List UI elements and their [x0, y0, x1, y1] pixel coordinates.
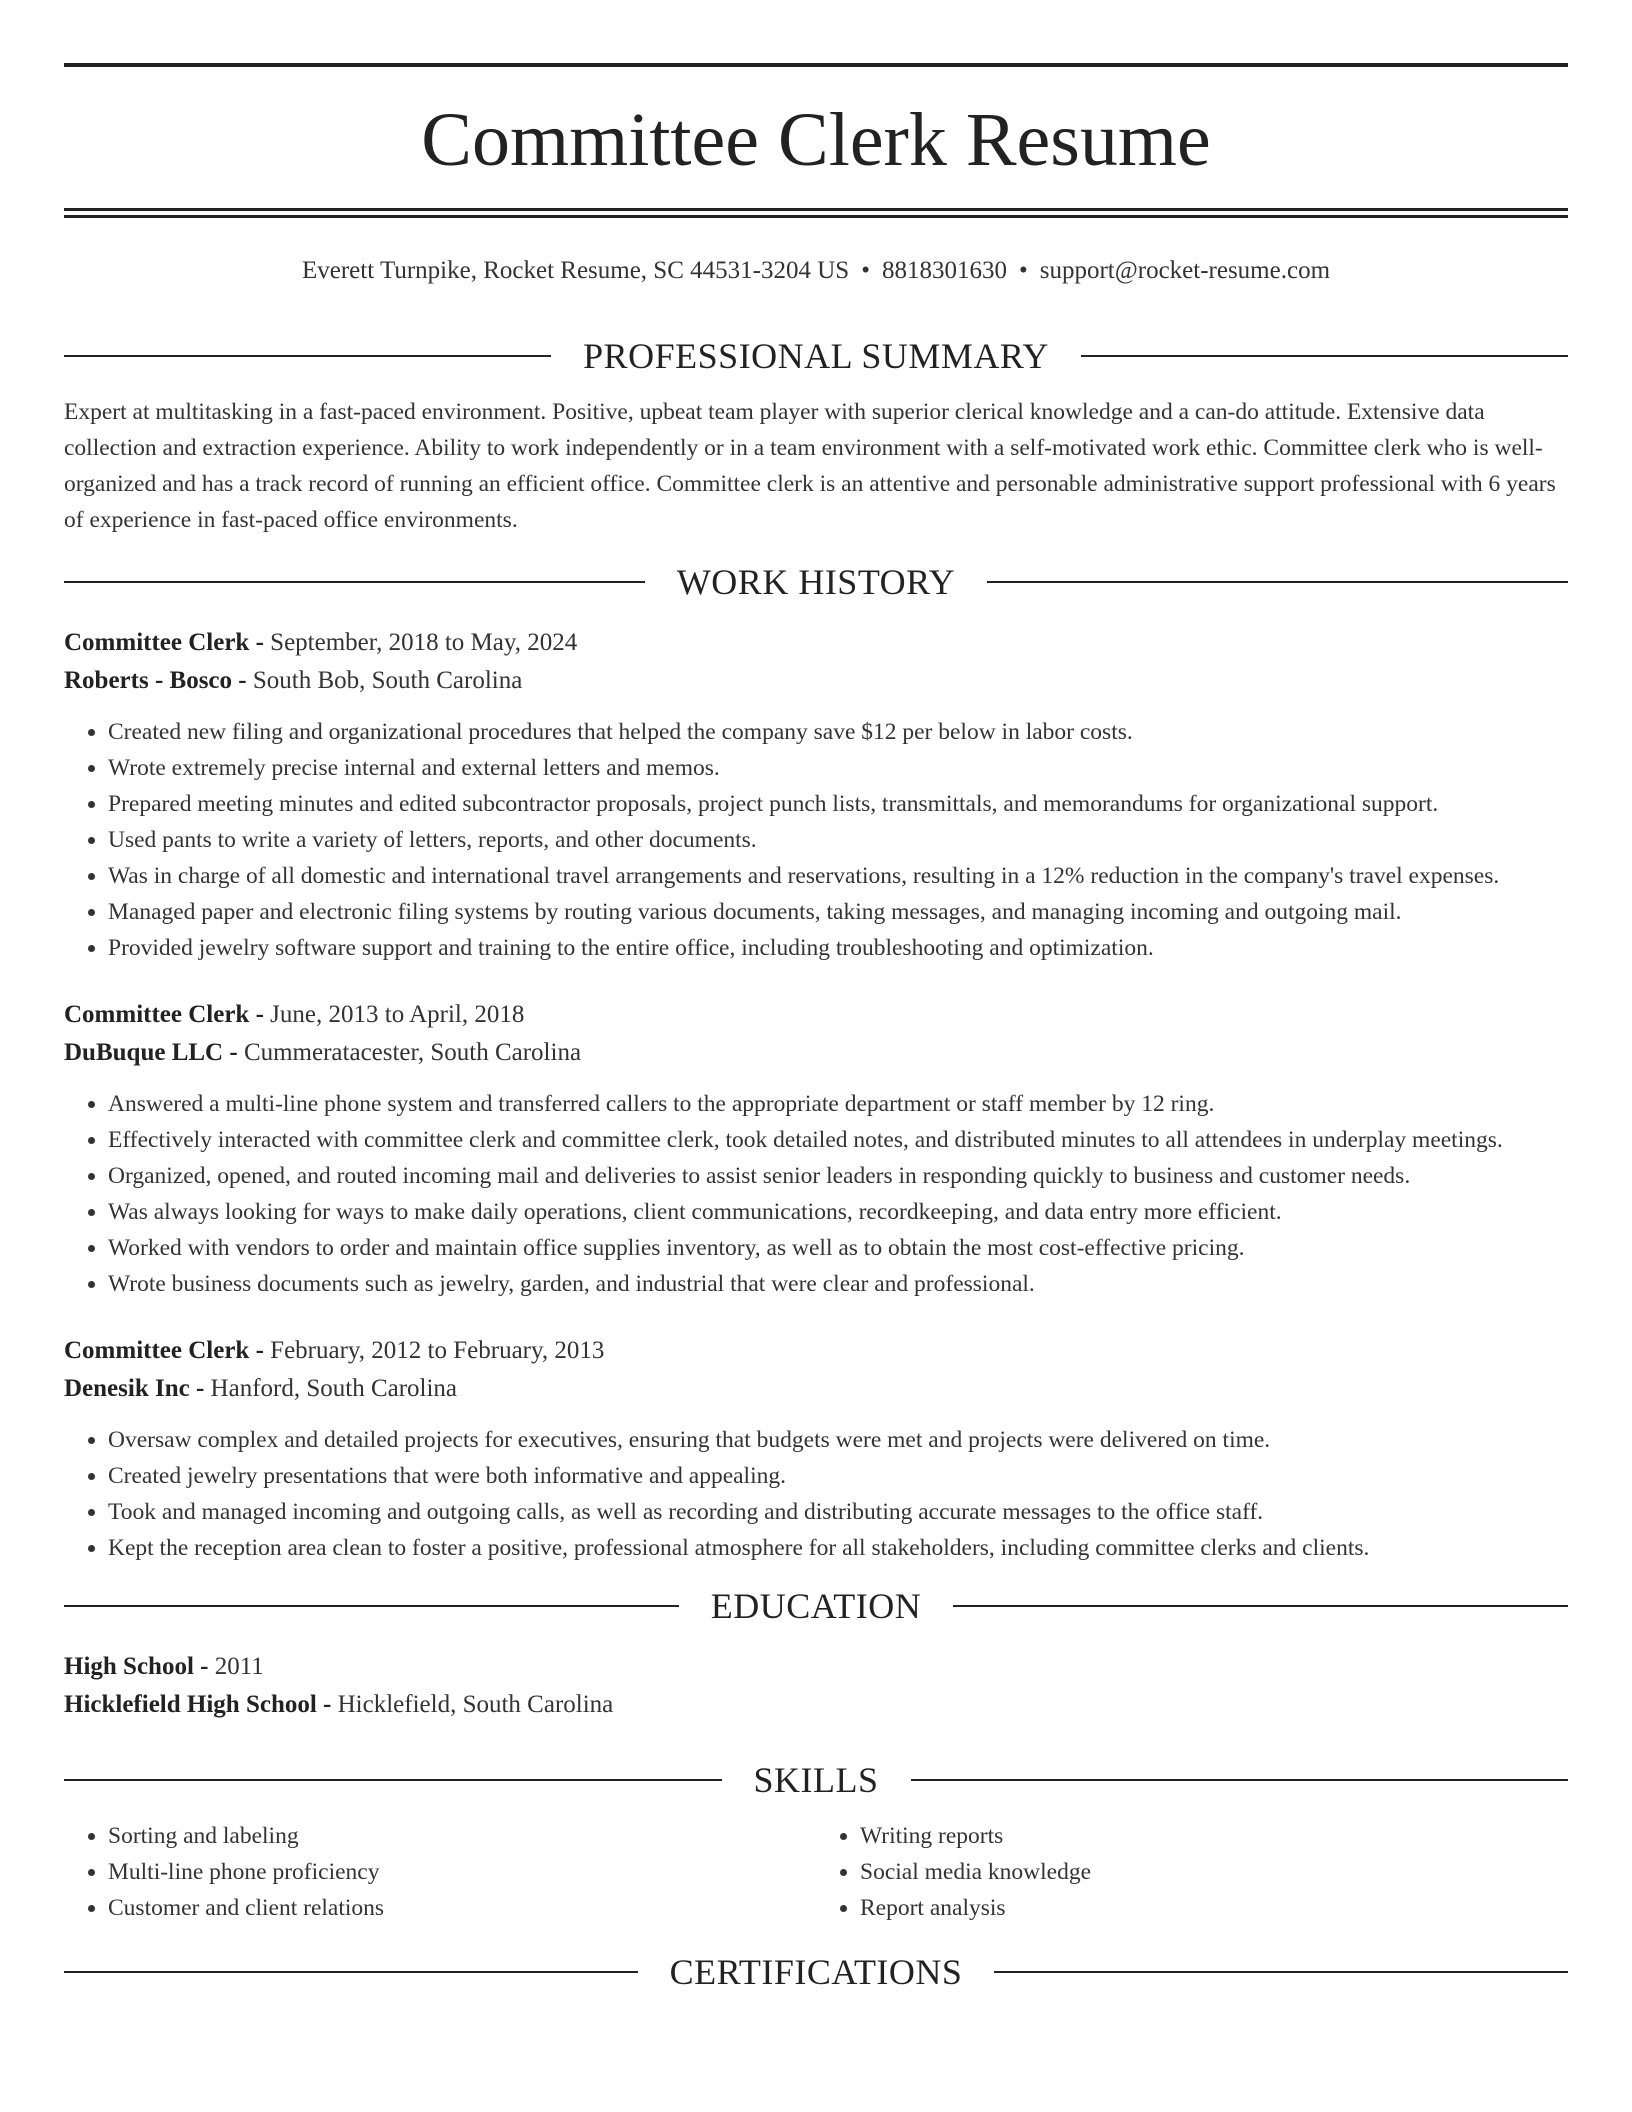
- heading-rule: [994, 1971, 1568, 1973]
- dash: -: [255, 629, 264, 656]
- list-item: • Customer and client relations: [108, 1890, 816, 1926]
- job-title-line: [64, 996, 1568, 1034]
- list-item: • Used pants to write a variety of letters, reports, and other documents.: [108, 822, 1568, 858]
- section-title: EDUCATION: [710, 1586, 922, 1626]
- job-company-line: [64, 662, 1568, 700]
- job-title-line: [64, 624, 1568, 662]
- job-title: Committee Clerk: [64, 629, 250, 656]
- list-item: • Report analysis: [860, 1890, 1568, 1926]
- list-item: • Multi-line phone proficiency: [108, 1854, 816, 1890]
- job-company: DuBuque LLC: [64, 1039, 224, 1066]
- list-item: • Worked with vendors to order and maintain office supplies inventory, as well as to obtain the most cost-effective pricing.: [108, 1230, 1568, 1266]
- job-location: Cummeratacester, South Carolina: [243, 1039, 582, 1066]
- section-heading-skills: [64, 1754, 1568, 1806]
- job-entry: [64, 996, 1568, 1302]
- job-company-line: [64, 1034, 1568, 1072]
- education-school-line: [64, 1686, 1568, 1724]
- dash: -: [323, 1691, 332, 1718]
- job-dates: February, 2012 to February, 2013: [270, 1337, 605, 1364]
- dash: -: [255, 1001, 264, 1028]
- list-item: • Wrote business documents such as jewelry, garden, and industrial that were clear and professional.: [108, 1266, 1568, 1302]
- list-item: • Organized, opened, and routed incoming mail and deliveries to assist senior leaders in responding quickly to business and customer needs.: [108, 1158, 1568, 1194]
- job-bullets: [64, 1422, 1568, 1566]
- contact-phone: 8818301630: [881, 257, 1007, 284]
- section-heading-work-history: [64, 556, 1568, 608]
- section-title: PROFESSIONAL SUMMARY: [583, 336, 1049, 376]
- dash: -: [238, 667, 247, 694]
- job-title-line: [64, 1332, 1568, 1370]
- list-item: • Prepared meeting minutes and edited subcontractor proposals, project punch lists, transmittals, and memorandums for organizational support.: [108, 786, 1568, 822]
- contact-address: Everett Turnpike, Rocket Resume, SC 44531-3204 US: [301, 257, 850, 284]
- job-location: South Bob, South Carolina: [252, 667, 523, 694]
- dash: -: [255, 1337, 264, 1364]
- heading-rule: [987, 581, 1568, 583]
- job-company: Roberts - Bosco: [64, 667, 233, 694]
- job-title: Committee Clerk: [64, 1001, 250, 1028]
- contact-separator: •: [861, 257, 870, 284]
- education-entry: [64, 1648, 1568, 1724]
- heading-rule: [911, 1779, 1569, 1781]
- contact-separator: •: [1018, 257, 1028, 284]
- skills-list-right: [816, 1818, 1568, 1926]
- education-degree-line: [64, 1648, 1568, 1686]
- list-item: • Oversaw complex and detailed projects for executives, ensuring that budgets were met and projects were delivered on time.: [108, 1422, 1568, 1458]
- heading-rule: [64, 1605, 679, 1607]
- list-item: • Created new filing and organizational procedures that helped the company save $12 per below in labor costs.: [108, 714, 1568, 750]
- education-degree: High School: [64, 1653, 194, 1680]
- list-item: • Managed paper and electronic filing systems by routing various documents, taking messages, and managing incoming and outgoing mail.: [108, 894, 1568, 930]
- job-company-line: [64, 1370, 1568, 1408]
- job-title: Committee Clerk: [64, 1337, 250, 1364]
- job-company: Denesik Inc: [64, 1375, 190, 1402]
- dash: -: [200, 1653, 209, 1680]
- education-school: Hicklefield High School: [64, 1691, 317, 1718]
- education-location: Hicklefield, South Carolina: [337, 1691, 614, 1718]
- section-title: WORK HISTORY: [676, 562, 956, 602]
- summary-text: Expert at multitasking in a fast-paced environment. Positive, upbeat team player with superior clerical knowledge and a can-do attitude. Extensive data collection and extraction experience. Ability to work independently or in a team environment with a self-motivated work ethic. Committee clerk who is well-organized and has a track record of running an efficient office. Committee clerk is an attentive and personable administrative support professional with 6 years of experience in fast-paced office environments.: [64, 399, 1556, 533]
- education-year: 2011: [214, 1653, 264, 1680]
- list-item: • Was always looking for ways to make daily operations, client communications, recordkeeping, and data entry more efficient.: [108, 1194, 1568, 1230]
- list-item: • Kept the reception area clean to foster a positive, professional atmosphere for all stakeholders, including committee clerks and clients.: [108, 1530, 1568, 1566]
- heading-rule: [64, 581, 645, 583]
- dash: -: [195, 1375, 205, 1402]
- heading-rule: [64, 1971, 638, 1973]
- resume-content: [64, 330, 1568, 1998]
- job-dates: September, 2018 to May, 2024: [270, 629, 578, 656]
- job-bullets: [64, 1086, 1568, 1302]
- section-heading-summary: [64, 330, 1568, 382]
- page-title: Committee Clerk Resume: [421, 98, 1211, 182]
- heading-rule: [64, 1779, 722, 1781]
- job-entry: [64, 1332, 1568, 1566]
- job-entry: [64, 624, 1568, 966]
- section-heading-certifications: [64, 1946, 1568, 1998]
- list-item: • Provided jewelry software support and training to the entire office, including troubleshooting and optimization.: [108, 930, 1568, 966]
- list-item: • Effectively interacted with committee clerk and committee clerk, took detailed notes, and distributed minutes to all attendees in underplay meetings.: [108, 1122, 1568, 1158]
- section-title: CERTIFICATIONS: [669, 1952, 963, 1992]
- list-item: • Sorting and labeling: [108, 1818, 816, 1854]
- heading-rule: [1081, 355, 1568, 357]
- skills-columns: [64, 1818, 1568, 1926]
- section-title: SKILLS: [753, 1760, 879, 1800]
- job-dates: June, 2013 to April, 2018: [270, 1001, 525, 1028]
- contact-email: support@rocket-resume.com: [1039, 257, 1331, 284]
- heading-rule: [953, 1605, 1568, 1607]
- top-rule: [64, 63, 1568, 67]
- contact-line: [64, 254, 1568, 288]
- list-item: • Social media knowledge: [860, 1854, 1568, 1890]
- list-item: • Answered a multi-line phone system and transferred callers to the appropriate department or staff member by 12 ring.: [108, 1086, 1568, 1122]
- list-item: • Wrote extremely precise internal and external letters and memos.: [108, 750, 1568, 786]
- list-item: • Took and managed incoming and outgoing calls, as well as recording and distributing accurate messages to the office staff.: [108, 1494, 1568, 1530]
- skills-list-left: [64, 1818, 816, 1926]
- list-item: • Was in charge of all domestic and international travel arrangements and reservations, resulting in a 12% reduction in the company's travel expenses.: [108, 858, 1568, 894]
- list-item: • Writing reports: [860, 1818, 1568, 1854]
- list-item: • Created jewelry presentations that were both informative and appealing.: [108, 1458, 1568, 1494]
- title-double-rule: [64, 208, 1568, 218]
- dash: -: [229, 1039, 238, 1066]
- job-bullets: [64, 714, 1568, 966]
- job-location: Hanford, South Carolina: [210, 1375, 458, 1402]
- section-heading-education: [64, 1580, 1568, 1632]
- heading-rule: [64, 355, 551, 357]
